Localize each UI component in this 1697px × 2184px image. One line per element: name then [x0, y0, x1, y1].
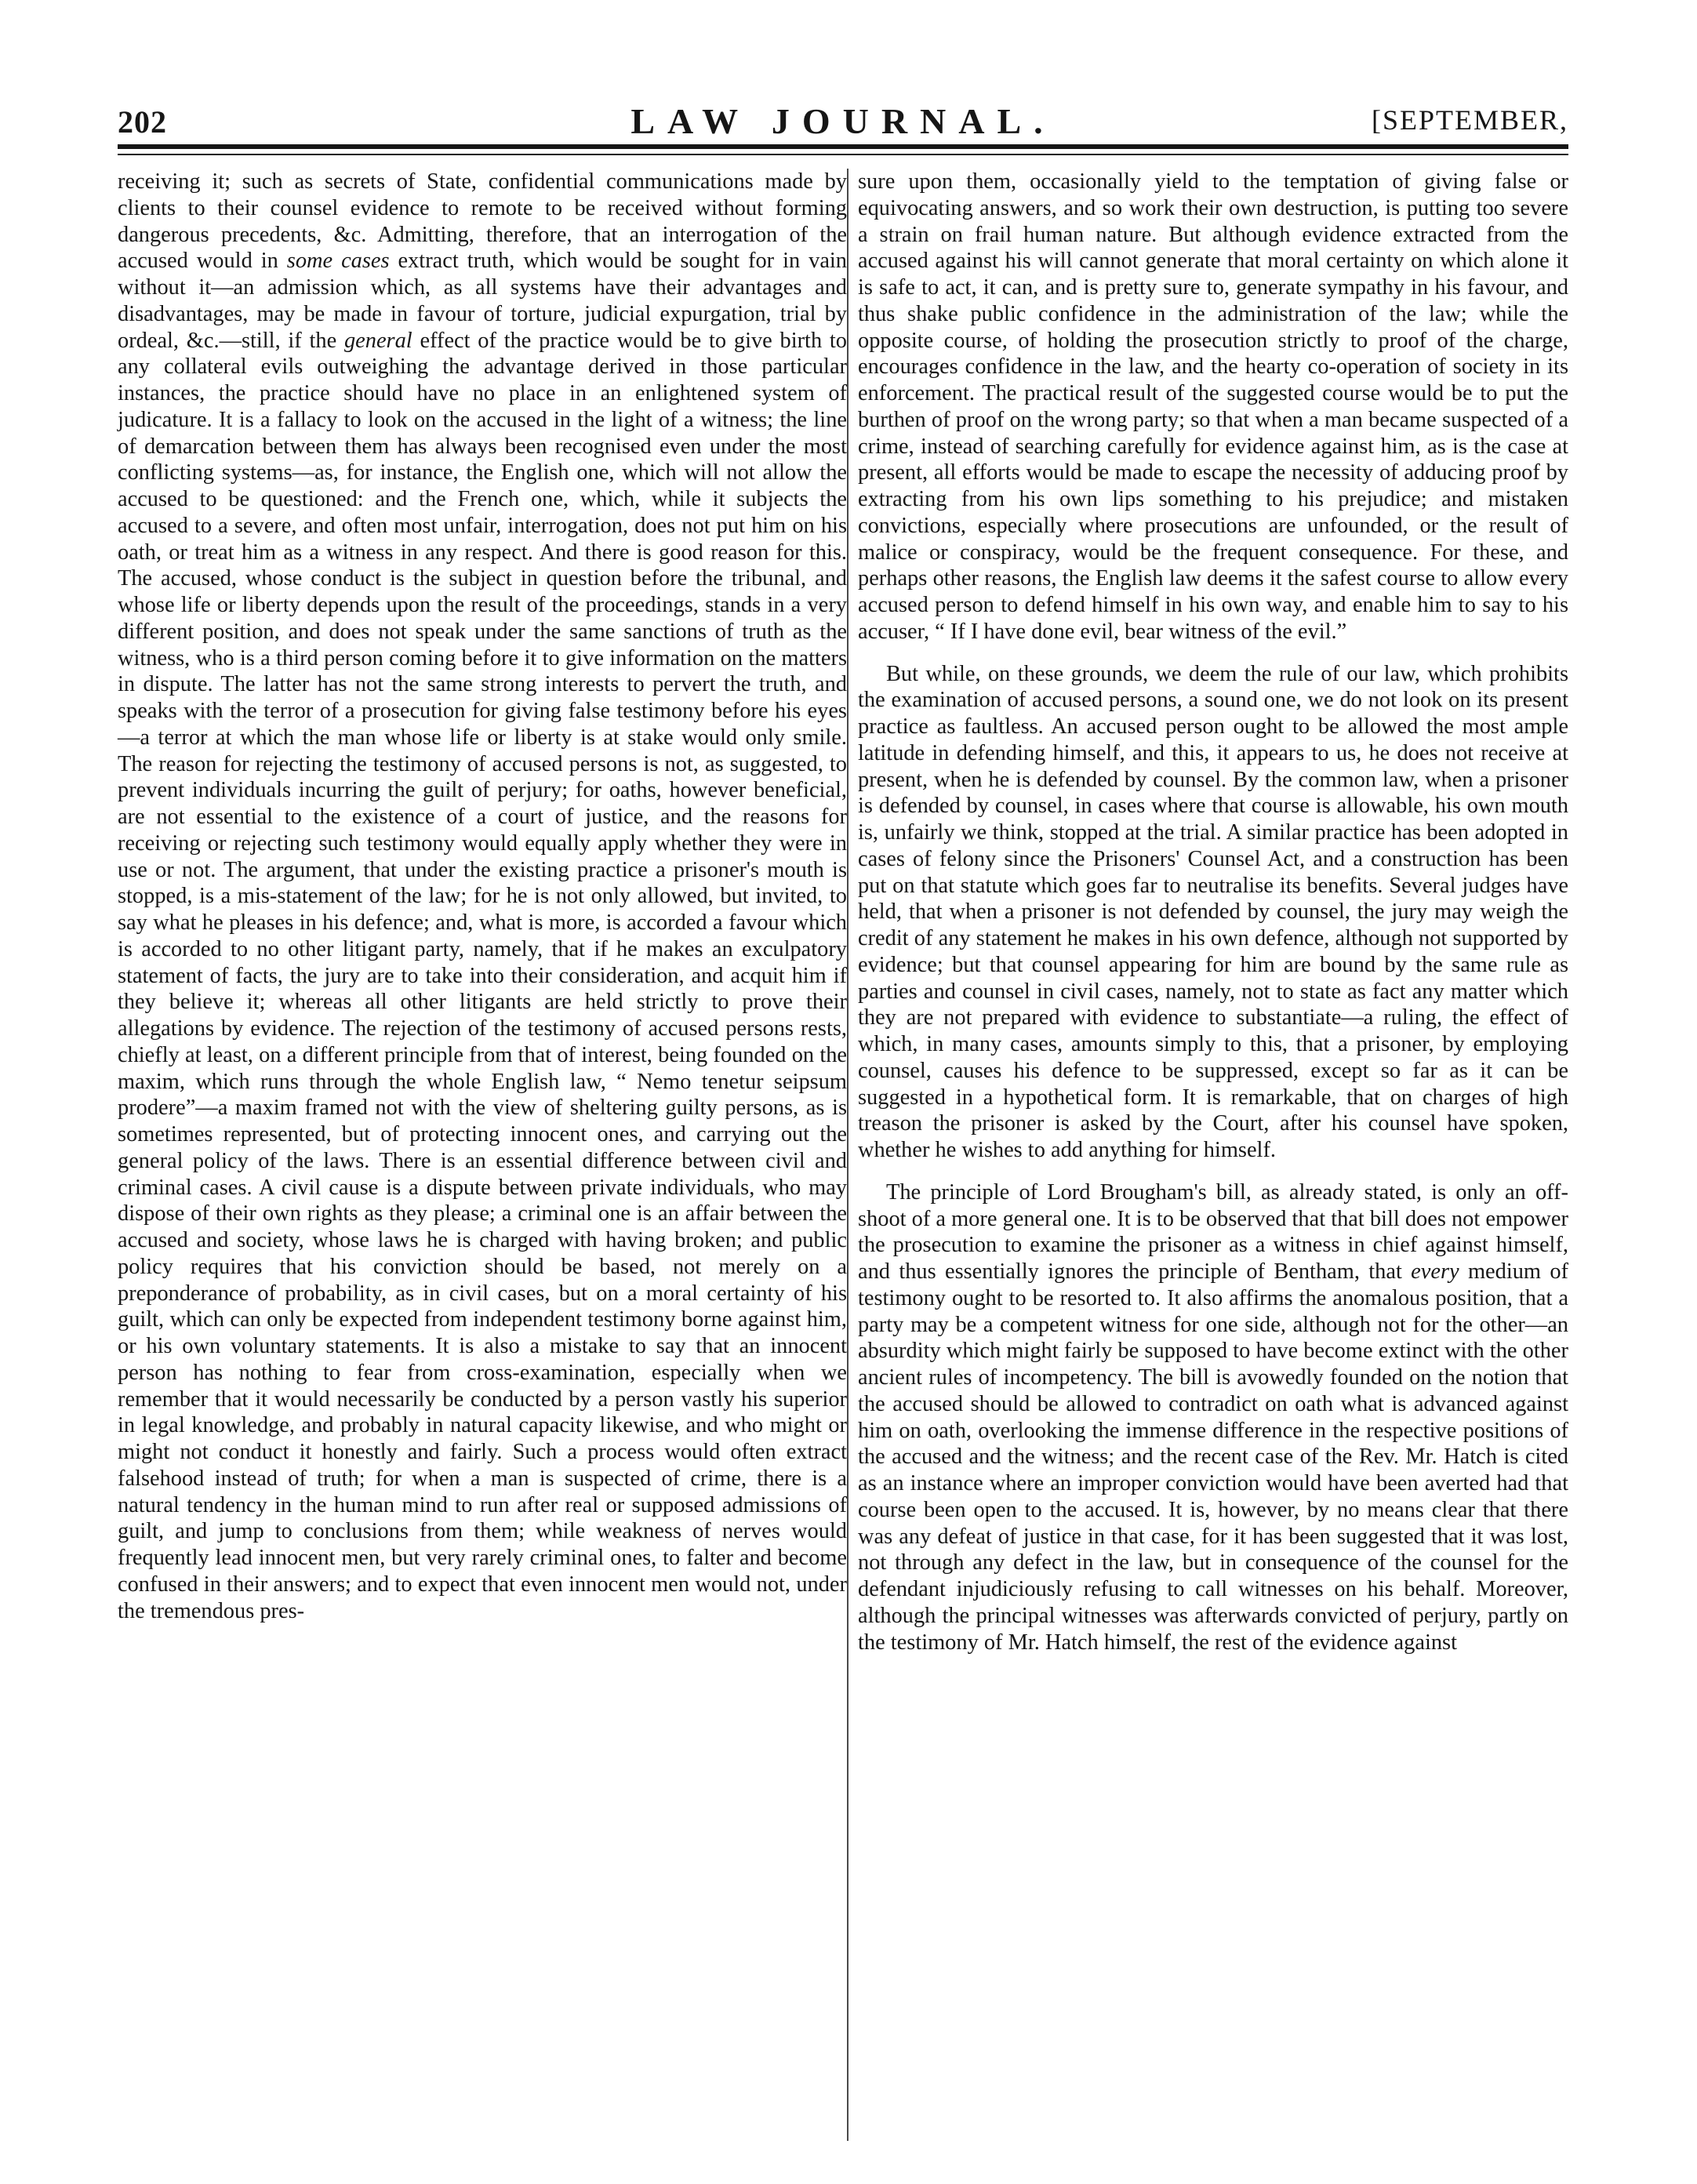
- paragraph-text: effect of the practice would be to give birth to any collateral evils outweighing the advantage derived in those particular instances, the practice should have no place in an enlightened system of judicature. It is a fallacy to look on the accused in the light of a witness; the line of demarcation between them has always been recognised even under the most conflicting systems—as, for instance, the English one, which will not allow the accused to be questioned: and the French one, which, while it subjects the accused to a severe, and often most unfair, interrogation, does not put him on his oath, or treat him as a witness in any respect. And there is good reason for this. The accused, whose conduct is the subject in question before the tribunal, and whose life or liberty depends upon the result of the proceedings, stands in a very different position, and does not speak under the same sanctions of truth as the witness, who is a third person coming before it to give information on the matters in dispute. The latter has not the same strong interests to pervert the truth, and speaks with the terror of a prosecution for giving false testimony before his eyes—a terror at which the man whose life or liberty is at stake would only smile. The reason for rejecting the testimony of accused persons is not, as suggested, to prevent individuals incurring the guilt of perjury; for oaths, however beneficial, are not essential to the existence of a court of justice, and the reasons for receiving or rejecting such testimony would equally apply whether they were in use or not. The argument, that under the existing practice a prisoner's mouth is stopped, is a mis-statement of the law; for he is not only allowed, but invited, to say what he pleases in his defence; and, what is more, is accorded a favour which is accorded to no other litigant party, namely, that if he makes an exculpatory statement of facts, the jury are to take into their consideration, and acquit him if they believe it; whereas all other litigants are held strictly to prove their allegations by evidence. The rejection of the testimony of accused persons rests, chiefly at least, on a different principle from that of interest, being founded on the maxim, which runs through the whole English law, “ Nemo tenetur seipsum prodere”—a maxim framed not with the view of sheltering guilty persons, as is sometimes represented, but of protecting innocent ones, and carrying out the general policy of the laws. There is an essential difference between civil and criminal cases. A civil cause is a dispute between private individuals, who may dispose of their own rights as they please; a criminal one is an affair between the accused and society, whose laws he is charged with having broken; and public policy requires that his conviction should be based, not merely on a preponderance of probability, as in civil cases, but on a moral certainty of his guilt, which can only be expected from independent testimony borne against him, or his own voluntary statements. It is also a mistake to say that an innocent person has nothing to fear from cross-examination, especially when we remember that it would necessarily be conducted by a person vastly his superior in legal knowledge, and probably in natural capacity likewise, and who might or might not conduct it honestly and fairly. Such a process would often extract falsehood instead of truth; for when a man is suspected of crime, there is a natural tendency in the human mind to run after real or supposed admissions of guilt, and jump to conclusions from them; while weakness of nerves would frequently lead innocent men, but very rarely criminal ones, to falter and become confused in their answers; and to expect that even innocent men would not, under the tremendous pres-: [118, 328, 847, 1623]
- left-column: [118, 169, 847, 1624]
- paragraph-text: medium of testimony ought to be resorted to. It also affirms the anomalous position, that a party may be a competent witness for one side, although not for the other—an absurdity which might fairly be supposed to have become extinct with the other ancient rules of incompetency. The bill is avowedly founded on the notion that the accused should be allowed to contradict on oath what is advanced against him on oath, overlooking the immense difference in the respective positions of the accused and the witness; and the recent case of the Rev. Mr. Hatch is cited as an instance where an improper conviction would have been averted had that course been open to the accused. It is, however, by no means clear that there was any defeat of justice in that case, for it has been suggested that it was lost, not through any defect in the law, but in consequence of the counsel for the defendant injudiciously refusing to call witnesses on his behalf. Moreover, although the principal witnesses was afterwards convicted of perjury, partly on the testimony of Mr. Hatch himself, the rest of the evidence against: [858, 1259, 1568, 1655]
- journal-title: LAW JOURNAL.: [630, 101, 1056, 141]
- right-column-paragraph-2: But while, on these grounds, we deem the rule of our law, which prohibits the examination of accused persons, a sound one, we do not look on its present practice as faultless. An accused person ought to be allowed the most ample latitude in defending himself, and this, it appears to us, he does not receive at present, when he is defended by counsel. By the common law, when a prisoner is defended by counsel, in cases where that course is allowable, his own mouth is, unfairly we think, stopped at the trial. A similar practice has been adopted in cases of felony since the Prisoners' Counsel Act, and a construction has been put on that statute which goes far to neutralise its benefits. Several judges have held, that when a prisoner is not defended by counsel, the jury may weigh the credit of any statement he makes in his own defence, although not supported by evidence; but that counsel appearing for him are bound by the same rule as parties and counsel in civil cases, namely, not to state as fact any matter which they are not prepared with evidence to substantiate—a ruling, the effect of which, in many cases, amounts simply to this, that a prisoner, by employing counsel, causes his defence to be suppressed, except so far as it can be suggested in a hypothetical form. It is remarkable, that on charges of high treason the prisoner is asked by the Court, after his counsel have spoken, whether he wishes to add anything for himself.: [858, 661, 1568, 1162]
- header-rule-thin: [118, 154, 1568, 155]
- paragraph-text: The principle of Lord Brougham's bill, as already stated, is only an off-shoot of a more general one. It is to be observed that that bill does not empower the prosecution to examine the prisoner as a witness in chief against himself, and thus essentially ignores the principle of Bentham, that: [858, 1179, 1568, 1284]
- header-rule-thick: [118, 144, 1568, 149]
- italic-text: some cases: [286, 249, 390, 274]
- paragraph-text: receiving it; such as secrets of State, confidential communications made by clients to their counsel evidence to remote to be received without forming dangerous precedents, &c. Admitting, therefore, that an interrogation of the accused would in: [118, 169, 847, 274]
- right-column-paragraph-1: sure upon them, occasionally yield to the temptation of giving false or equivocating answers, and so work their own destruction, is putting too severe a strain on frail human nature. But although evidence extracted from the accused against his will cannot generate that moral certainty on which alone it is safe to act, it can, and is pretty sure to, generate sympathy in his favour, and thus shake public confidence in the administration of the law; while the opposite course, of holding the prosecution strictly to proof of the charge, encourages confidence in the law, and the hearty co-operation of society in its enforcement. The practical result of the suggested course would be to put the burthen of proof on the wrong party; so that when a man became suspected of a crime, instead of searching carefully for evidence against him, as is the case at present, all efforts would be made to escape the necessity of adducing proof by extracting from his own lips something to his prejudice; and mistaken convictions, especially where prosecutions are unfounded, or the result of malice or conspiracy, would be the frequent consequence. For these, and perhaps other reasons, the English law deems it the safest course to allow every accused person to defend himself in his own way, and enable him to say to his accuser, “ If I have done evil, bear witness of the evil.”: [858, 169, 1568, 644]
- paragraph-text: extract truth, which would be sought for in vain without it—an admission which, as all systems have their advantages and disadvantages, may be made in favour of torture, judicial expurgation, trial by ordeal, &c.—still, if the: [118, 249, 847, 353]
- italic-text: every: [1411, 1259, 1459, 1284]
- page-header: [118, 99, 1568, 149]
- italic-text: general: [343, 328, 412, 353]
- page-number: 202: [118, 104, 167, 140]
- left-column-paragraph: [118, 169, 847, 1624]
- header-month: [SEPTEMBER,: [1371, 104, 1568, 136]
- column-divider: [847, 169, 848, 2141]
- right-column-paragraph-3: [858, 1179, 1568, 1656]
- right-column: [858, 169, 1568, 1655]
